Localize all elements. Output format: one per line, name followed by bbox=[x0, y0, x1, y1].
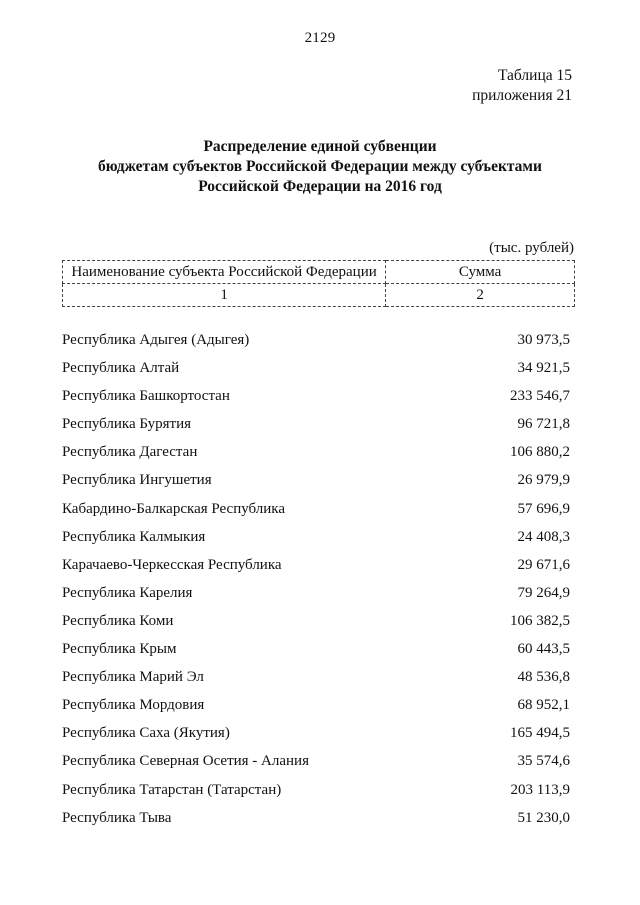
table-row bbox=[62, 776, 570, 804]
region-name: Республика Башкортостан bbox=[62, 388, 230, 405]
region-value: 106 880,2 bbox=[510, 444, 570, 461]
table-row bbox=[62, 326, 570, 354]
column-number-row bbox=[63, 284, 575, 307]
region-value: 60 443,5 bbox=[517, 641, 570, 658]
header-row bbox=[63, 261, 575, 284]
table-row bbox=[62, 635, 570, 663]
region-name: Республика Татарстан (Татарстан) bbox=[62, 781, 282, 798]
table-row bbox=[62, 466, 570, 494]
region-name: Республика Коми bbox=[62, 612, 174, 629]
region-value: 203 113,9 bbox=[510, 781, 570, 798]
region-value: 26 979,9 bbox=[517, 472, 570, 489]
region-value: 106 382,5 bbox=[510, 612, 570, 629]
region-name: Республика Саха (Якутия) bbox=[62, 725, 230, 742]
table-reference-line2: приложения 21 bbox=[472, 87, 572, 104]
table-row bbox=[62, 354, 570, 382]
table-row bbox=[62, 691, 570, 719]
region-name: Республика Алтай bbox=[62, 360, 180, 377]
region-name: Республика Северная Осетия - Алания bbox=[62, 753, 309, 770]
table-row bbox=[62, 410, 570, 438]
table-body bbox=[62, 326, 570, 832]
table-row bbox=[62, 382, 570, 410]
region-value: 35 574,6 bbox=[517, 753, 570, 770]
region-name: Кабардино-Балкарская Республика bbox=[62, 500, 286, 517]
region-value: 51 230,0 bbox=[517, 809, 570, 826]
table-row bbox=[62, 719, 570, 747]
table-row bbox=[62, 663, 570, 691]
region-name: Республика Калмыкия bbox=[62, 528, 206, 545]
region-name: Республика Адыгея (Адыгея) bbox=[62, 332, 250, 348]
document-title bbox=[0, 137, 640, 197]
region-value: 79 264,9 bbox=[517, 584, 570, 601]
region-value: 57 696,9 bbox=[517, 500, 570, 517]
table-row bbox=[62, 551, 570, 579]
column-number-2: 2 bbox=[386, 284, 575, 307]
region-value: 233 546,7 bbox=[510, 388, 570, 405]
table-row bbox=[62, 438, 570, 466]
region-name: Республика Карелия bbox=[62, 584, 193, 601]
table-row bbox=[62, 495, 570, 523]
region-value: 24 408,3 bbox=[517, 528, 570, 545]
table-row bbox=[62, 804, 570, 832]
region-value: 34 921,5 bbox=[517, 360, 570, 377]
region-value: 30 973,5 bbox=[517, 332, 570, 348]
region-name: Республика Марий Эл bbox=[62, 669, 204, 686]
title-line3: Российской Федерации на 2016 год bbox=[198, 178, 442, 195]
column-number-1: 1 bbox=[63, 284, 386, 307]
region-value: 96 721,8 bbox=[517, 416, 570, 433]
region-name: Республика Крым bbox=[62, 641, 177, 658]
header-sum: Сумма bbox=[386, 261, 575, 284]
title-line2: бюджетам субъектов Российской Федерации между субъектами bbox=[98, 158, 542, 175]
table-reference-line1: Таблица 15 bbox=[497, 67, 572, 84]
region-name: Карачаево-Черкесская Республика bbox=[62, 556, 282, 573]
region-name: Республика Тыва bbox=[62, 809, 172, 826]
units-label: (тыс. рублей) bbox=[489, 240, 574, 256]
region-value: 48 536,8 bbox=[517, 669, 570, 686]
table-header bbox=[62, 260, 575, 307]
region-name: Республика Ингушетия bbox=[62, 472, 212, 489]
region-value: 68 952,1 bbox=[517, 697, 570, 714]
region-name: Республика Мордовия bbox=[62, 697, 205, 714]
region-name: Республика Дагестан bbox=[62, 444, 198, 461]
table-row bbox=[62, 523, 570, 551]
title-line1: Распределение единой субвенции bbox=[203, 138, 437, 155]
table-reference bbox=[472, 66, 572, 106]
region-name: Республика Бурятия bbox=[62, 416, 192, 433]
header-name: Наименование субъекта Российской Федерации bbox=[63, 261, 386, 284]
region-value: 29 671,6 bbox=[517, 556, 570, 573]
table-row bbox=[62, 579, 570, 607]
region-value: 165 494,5 bbox=[510, 725, 570, 742]
table-row bbox=[62, 747, 570, 775]
page-number: 2129 bbox=[304, 30, 336, 46]
table-row bbox=[62, 607, 570, 635]
